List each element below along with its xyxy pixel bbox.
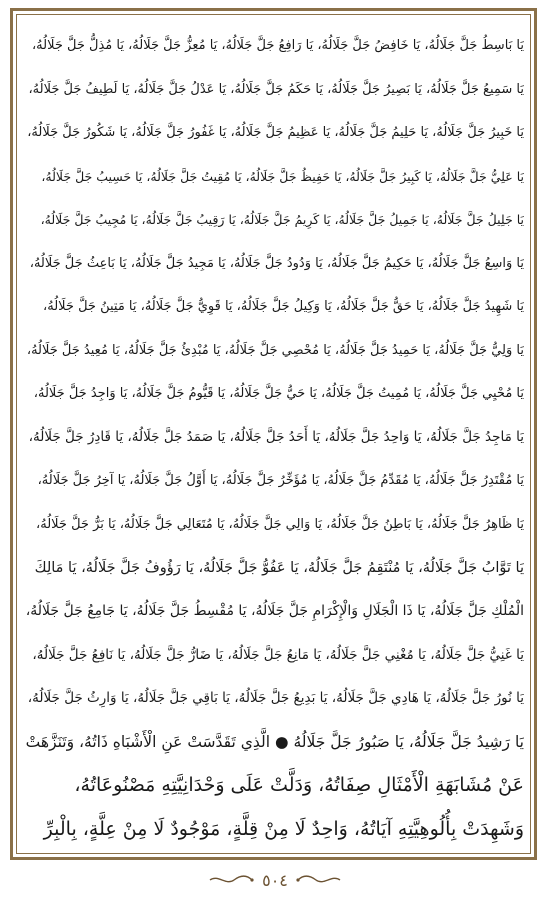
text-line: يَا وَلِيُّ جَلَّ جَلَالُهُ، يَا حَمِيدُ جَلَّ جَلَالُهُ، يَا مُحْصِي جَلَّ جَلَالُهُ، يَا مُبْدِئُ جَلَّ جَلَالُهُ، يَا مُعِيدُ جَلَّ جَلَالُهُ، [26,342,524,358]
text-line: يَا وَاسِعُ جَلَّ جَلَالُهُ، يَا حَكِيمُ جَلَّ جَلَالُهُ، يَا وَدُودُ جَلَّ جَلَالُهُ، يَا مَجِيدُ جَلَّ جَلَالُهُ، يَا بَاعِثُ جَلَّ جَلَالُهُ، [29,255,524,271]
text-line: يَا مَاجِدُ جَلَّ جَلَالُهُ، يَا وَاحِدُ جَلَّ جَلَالُهُ، يَا أَحَدُ جَلَّ جَلَالُهُ، يَا صَمَدُ جَلَّ جَلَالُهُ، يَا قَادِرُ جَلَّ جَلَالُهُ، [28,429,524,446]
text-line: يَا ظَاهِرُ جَلَّ جَلَالُهُ، يَا بَاطِنُ جَلَّ جَلَالُهُ، يَا وَالِي جَلَّ جَلَالُهُ، يَا مُتَعَالِي جَلَّ جَلَالُهُ، يَا بَرُّ جَلَّ جَلَالُهُ، [36,516,524,532]
text-line: يَا شَهِيدُ جَلَّ جَلَالُهُ، يَا حَقُّ جَلَّ جَلَالُهُ، يَا وَكِيلُ جَلَّ جَلَالُهُ، يَا قَوِيُّ جَلَّ جَلَالُهُ، يَا مَتِينُ جَلَّ جَلَالُهُ، [43,299,524,315]
text-line: عَنْ مُشَابَهَةِ الْأَمْثَالِ صِفَاتُهُ، وَدَلَّتْ عَلَى وَحْدَانِيَّتِهِ مَصْنُوعَاتُهُ، [74,774,524,797]
text-line: يَا عَلِيُّ جَلَّ جَلَالُهُ، يَا كَبِيرُ جَلَّ جَلَالُهُ، يَا حَفِيظُ جَلَّ جَلَالُهُ، يَا مُقِيتُ جَلَّ جَلَالُهُ، يَا حَسِيبُ جَلَّ جَلَالُهُ، [41,168,524,184]
text-line: يَا تَوَّابُ جَلَّ جَلَالُهُ، يَا مُنْتَقِمُ جَلَّ جَلَالُهُ، يَا عَفُوُّ جَلَّ جَلَالُهُ، يَا رَؤُوفُ جَلَّ جَلَالُهُ، يَا مَالِكَ [34,559,524,576]
text-line: يَا بَاسِطُ جَلَّ جَلَالُهُ، يَا خَافِضُ جَلَّ جَلَالُهُ، يَا رَافِعُ جَلَّ جَلَالُهُ، يَا مُعِزُّ جَلَّ جَلَالُهُ، يَا مُذِلُّ جَلَّ جَلَالُهُ، [31,38,524,54]
text-line: الْمُلْكِ جَلَّ جَلَالُهُ، يَا ذَا الْجَلَالِ وَالْإِكْرَامِ جَلَّ جَلَالُهُ، يَا مُقْسِطُ جَلَّ جَلَالُهُ، يَا جَامِعُ جَلَّ جَلَالُهُ، [26,603,524,620]
page-footer [0,868,550,892]
text-line: يَا جَلِيلُ جَلَّ جَلَالُهُ، يَا جَمِيلُ جَلَّ جَلَالُهُ، يَا كَرِيمُ جَلَّ جَلَالُهُ، يَا رَقِيبُ جَلَّ جَلَالُهُ، يَا مُجِيبُ جَلَّ جَلَالُهُ، [40,212,524,228]
text-line: يَا سَمِيعُ جَلَّ جَلَالُهُ، يَا بَصِيرُ جَلَّ جَلَالُهُ، يَا حَكَمُ جَلَّ جَلَالُهُ، يَا عَدْلُ جَلَّ جَلَالُهُ، يَا لَطِيفُ جَلَّ جَلَالُهُ، [28,81,524,97]
text-line: يَا غَنِيُّ جَلَّ جَلَالُهُ، يَا مُغْنِي جَلَّ جَلَالُهُ، يَا مَانِعُ جَلَّ جَلَالُهُ، يَا ضَارُّ جَلَّ جَلَالُهُ، يَا نَافِعُ جَلَّ جَلَالُهُ، [32,646,524,663]
text-line: يَا نُورُ جَلَّ جَلَالُهُ، يَا هَادِي جَلَّ جَلَالُهُ، يَا بَدِيعُ جَلَّ جَلَالُهُ، يَا بَاقِي جَلَّ جَلَالُهُ، يَا وَارِثُ جَلَّ جَلَالُهُ، [27,690,524,707]
ornament-left-icon [208,873,254,887]
text-line: يَا مُحْيِي جَلَّ جَلَالُهُ، يَا مُمِيتُ جَلَّ جَلَالُهُ، يَا حَيُّ جَلَّ جَلَالُهُ، يَا قَيُّومُ جَلَّ جَلَالُهُ، يَا وَاجِدُ جَلَّ جَلَالُهُ، [33,386,524,402]
text-body [26,24,524,850]
text-line: يَا خَبِيرُ جَلَّ جَلَالُهُ، يَا حَلِيمُ جَلَّ جَلَالُهُ، يَا عَظِيمُ جَلَّ جَلَالُهُ، يَا غَفُورُ جَلَّ جَلَالُهُ، يَا شَكُورُ جَلَّ جَلَالُهُ، [27,125,524,141]
text-line: يَا رَشِيدُ جَلَّ جَلَالُهُ، يَا صَبُورُ جَلَّ جَلَالُهُ ● الَّذِي تَقَدَّسَتْ عَنِ الْأَشْبَاهِ ذَاتُهُ، وَتَنَزَّهَتْ [26,732,524,751]
text-line: يَا مُقْتَدِرُ جَلَّ جَلَالُهُ، يَا مُقَدِّمُ جَلَّ جَلَالُهُ، يَا مُؤَخِّرُ جَلَّ جَلَالُهُ، يَا أَوَّلُ جَلَّ جَلَالُهُ، يَا آخِرُ جَلَّ جَلَالُهُ، [37,473,524,489]
page-number: ٥٠٤ [262,870,288,890]
text-line: وَشَهِدَتْ بِأُلُوهِيَّتِهِ آيَاتُهُ، وَاحِدٌ لَا مِنْ قِلَّةٍ، مَوْجُودٌ لَا مِنْ عِلَّةٍ، بِالْبِرِّ [43,817,524,840]
ornament-right-icon [296,873,342,887]
